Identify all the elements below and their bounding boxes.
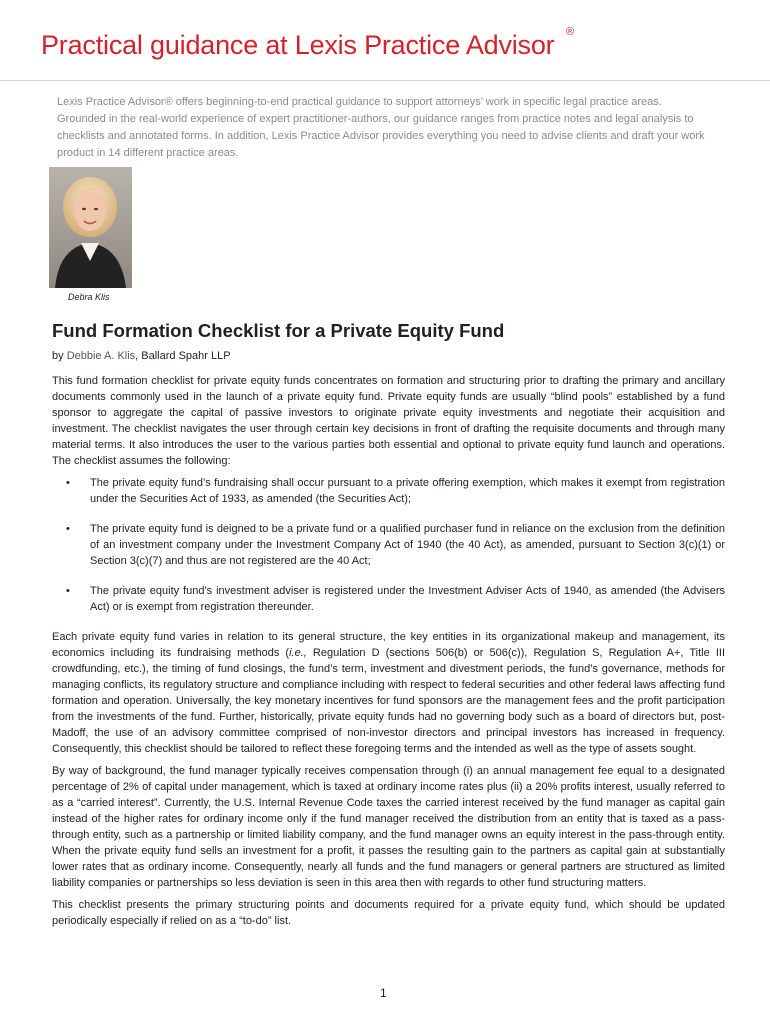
bullet-mark: • [66,477,70,489]
paragraph-summary: This checklist presents the primary structuring points and documents required for a private equity fund, which should be updated periodically especially if relied on as a “to-do” list. [52,899,725,927]
author-firm: , Ballard Spahr LLP [135,350,231,362]
author-name-link[interactable]: Debbie A. Klis [66,350,136,362]
paragraph-background: By way of background, the fund manager typically receives compensation through (i) an annual management fee equal to a designated percentage of 2% of capital under management, which is taxed at ordinary income rates plus (ii) a 20% profits interest, usually referred to as a “carried interest”. Currently, the U.S. Internal Revenue Code taxes the carried interest received by the fund manager as capital gain instead of the higher rates for ordinary income only if the fund manager received the distribution from an entity that is taxed as a pass-through entity, such as a partnership or limited liability company, and the fund manager owns an equity interest in the pass-through entity. When the private equity fund sells an investment for a profit, it passes the resulting gain to the partners as capital gain at substantially lower rates that as ordinary income. Consequently, nearly all funds and the fund managers or general partners are structured as limited liability companies or partnerships so less deviation is seen in this area then with regards to other fund structuring matters. [52,765,725,889]
bullet-mark: • [66,523,70,535]
intro-paragraph: Lexis Practice Advisor® offers beginning-to-end practical guidance to support attorneys’ work in specific legal practice areas. Grounded in the real-world experience of expert practitioner-authors, our guidance ranges from practice notes and legal analysis to checklists and annotated forms. In addition, Lexis Practice Advisor provides everything you need to advise clients and draft your work product in 14 different practice areas. [57,96,705,159]
list-item-text: The private equity fund is deigned to be a private fund or a qualified purchaser fund in reliance on the exclusion from the definition of an investment company under the Investment Company Act of 1940 (the 40 Act), as amended, pursuant to Section 3(c)(1) or Section 3(c)(7) and thus are not registered are the 40 Act; [90,523,725,567]
author-portrait-image [49,167,132,288]
article-body [52,373,725,935]
author-photo-caption: Debra Klis [68,292,110,302]
banner-divider [0,80,770,81]
assumptions-list [52,475,725,615]
paragraph-intro: This fund formation checklist for private equity funds concentrates on formation and structuring prior to drafting the primary and ancillary documents commonly used in the launch of a private equity fund. Private equity funds are usually “blind pools” established by a fund sponsor to aggregate the capital of passive investors to originate private equity investments and negotiate their acquisition and investment. The checklist navigates the user through certain key decisions in front of drafting the requisite documents and through many material terms. It also introduces the user to the various parties both essential and optional to private equity fund launch and operations. The checklist assumes the following: [52,375,725,467]
list-item-text: The private equity fund’s investment adviser is registered under the Investment Adviser Acts of 1940, as amended (the Advisers Act) or is exempt from registration thereunder. [90,585,725,613]
page-number: 1 [380,986,387,1000]
registered-trademark-mark: ® [566,26,575,38]
article-title: Fund Formation Checklist for a Private Equity Fund [52,320,505,341]
byline-prefix: by [52,350,67,362]
author-photo [49,167,132,288]
list-item [52,583,725,615]
paragraph-structure-part-2: Regulation D (sections 506(b) or 506(c)), Regulation S, Regulation A+, Title III crowdfunding, etc.), the timing of fund closings, the fund’s term, investment and divestment periods, the fund’s governance, methods for managing conflicts, its regulatory structure and compliance including with respect to federal securities and other federal laws affecting fund formation and operation. Universally, the key monetary incentives for fund sponsors are the management fees and the profit participation from the investments of the fund. Further, historically, private equity funds had no governing body such as a board of directors but, post-Madoff, the use of an advisory committee comprised of non-investor directors and principal investors has increased in frequency. Consequently, this checklist should be tailored to reflect these foregoing terms and the intended as well as the type of assets sought. [52,647,725,755]
list-item [52,475,725,507]
page-banner-title: Practical guidance at Lexis Practice Advisor [41,30,555,60]
list-item [52,521,725,569]
ie-abbreviation: i.e., [289,647,307,659]
bullet-mark: • [66,585,70,597]
paragraph-structure-part-1: Each private equity fund varies in relation to its general structure, the key entities in its organizational makeup and management, its economics including its fundraising methods ( [52,631,725,659]
byline [52,350,231,362]
list-item-text: The private equity fund’s fundraising shall occur pursuant to a private offering exemption, which makes it exempt from registration under the Securities Act of 1933, as amended (the Securities Act); [90,477,725,505]
paragraph-structure [52,629,725,757]
